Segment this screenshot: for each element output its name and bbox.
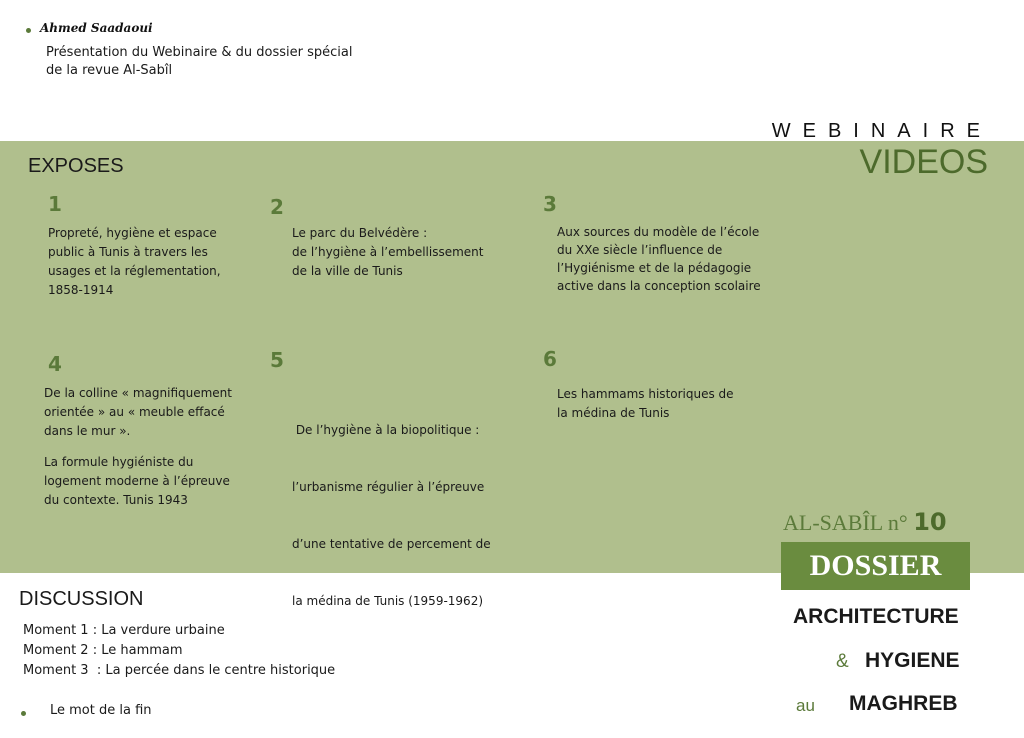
talk-line: d’une tentative de percement de bbox=[292, 537, 491, 551]
discussion-heading: DISCUSSION bbox=[19, 588, 144, 610]
talk-line: public à Tunis à travers les bbox=[48, 245, 208, 259]
issue-number: 10 bbox=[913, 508, 947, 536]
closing-remarks: Le mot de la fin bbox=[50, 703, 152, 718]
talk-title bbox=[557, 223, 787, 295]
talk-line: De l’hygiène à la biopolitique : bbox=[292, 423, 480, 437]
dossier-maghreb: MAGHREB bbox=[849, 692, 958, 715]
talk-line: De la colline « magnifiquement bbox=[44, 386, 232, 400]
talk-line: 1858-1914 bbox=[48, 283, 114, 297]
talk-line: orientée » au « meuble effacé bbox=[44, 405, 225, 419]
journal-name: AL-SABÎL n° bbox=[783, 510, 908, 535]
talk-line: la médina de Tunis (1959-1962) bbox=[292, 594, 484, 608]
talk-line: active dans la conception scolaire bbox=[557, 279, 761, 293]
talk-title bbox=[292, 383, 522, 630]
talk-line: l’urbanisme régulier à l’épreuve bbox=[292, 480, 485, 494]
dossier-au: au bbox=[796, 696, 815, 715]
moment-item: Moment 3 : La percée dans le centre historique bbox=[23, 663, 336, 678]
talk-line: du contexte. Tunis 1943 bbox=[44, 493, 188, 507]
dossier-label: DOSSIER bbox=[781, 542, 970, 590]
presentation-line-1: Présentation du Webinaire & du dossier spécial bbox=[46, 45, 353, 60]
talk-line: de l’hygiène à l’embellissement bbox=[292, 245, 484, 259]
exposes-heading: EXPOSES bbox=[28, 155, 124, 177]
talk-title bbox=[292, 224, 522, 281]
talk-number: 2 bbox=[270, 195, 284, 219]
moment-item: Moment 1 : La verdure urbaine bbox=[23, 623, 225, 638]
talk-line: usages et la réglementation, bbox=[48, 264, 221, 278]
talk-title bbox=[48, 224, 268, 300]
dossier-architecture: ARCHITECTURE bbox=[793, 605, 959, 628]
talk-line: Les hammams historiques de bbox=[557, 387, 734, 401]
talk-line: du XXe siècle l’influence de bbox=[557, 243, 723, 257]
bullet-icon bbox=[21, 711, 26, 716]
talk-number: 1 bbox=[48, 192, 62, 216]
talk-line: La formule hygiéniste du bbox=[44, 455, 194, 469]
presentation-line-2: de la revue Al-Sabîl bbox=[46, 63, 173, 78]
talk-title bbox=[44, 384, 259, 510]
bullet-icon bbox=[26, 28, 31, 33]
presentation-text bbox=[46, 44, 386, 80]
al-sabil-issue bbox=[783, 508, 947, 536]
talk-title bbox=[557, 385, 787, 423]
talk-line: de la ville de Tunis bbox=[292, 264, 403, 278]
webinaire-heading: WEBINAIRE bbox=[771, 120, 992, 142]
moment-item: Moment 2 : Le hammam bbox=[23, 643, 183, 658]
ampersand: & bbox=[836, 651, 849, 672]
talk-line: Propreté, hygiène et espace bbox=[48, 226, 217, 240]
author-name: Ahmed Saadaoui bbox=[40, 21, 153, 35]
talk-number: 4 bbox=[48, 352, 62, 376]
talk-number: 6 bbox=[543, 347, 557, 371]
talk-line: Aux sources du modèle de l’école bbox=[557, 225, 760, 239]
talk-line: dans le mur ». bbox=[44, 424, 131, 438]
videos-heading: VIDEOS bbox=[859, 143, 988, 181]
talk-number: 5 bbox=[270, 348, 284, 372]
talk-line: logement moderne à l’épreuve bbox=[44, 474, 230, 488]
talk-line: la médina de Tunis bbox=[557, 406, 670, 420]
talk-number: 3 bbox=[543, 192, 557, 216]
moments-list bbox=[23, 621, 335, 681]
talk-line: Le parc du Belvédère : bbox=[292, 226, 428, 240]
talk-line: l’Hygiénisme et de la pédagogie bbox=[557, 261, 752, 275]
dossier-hygiene: HYGIENE bbox=[865, 649, 960, 672]
